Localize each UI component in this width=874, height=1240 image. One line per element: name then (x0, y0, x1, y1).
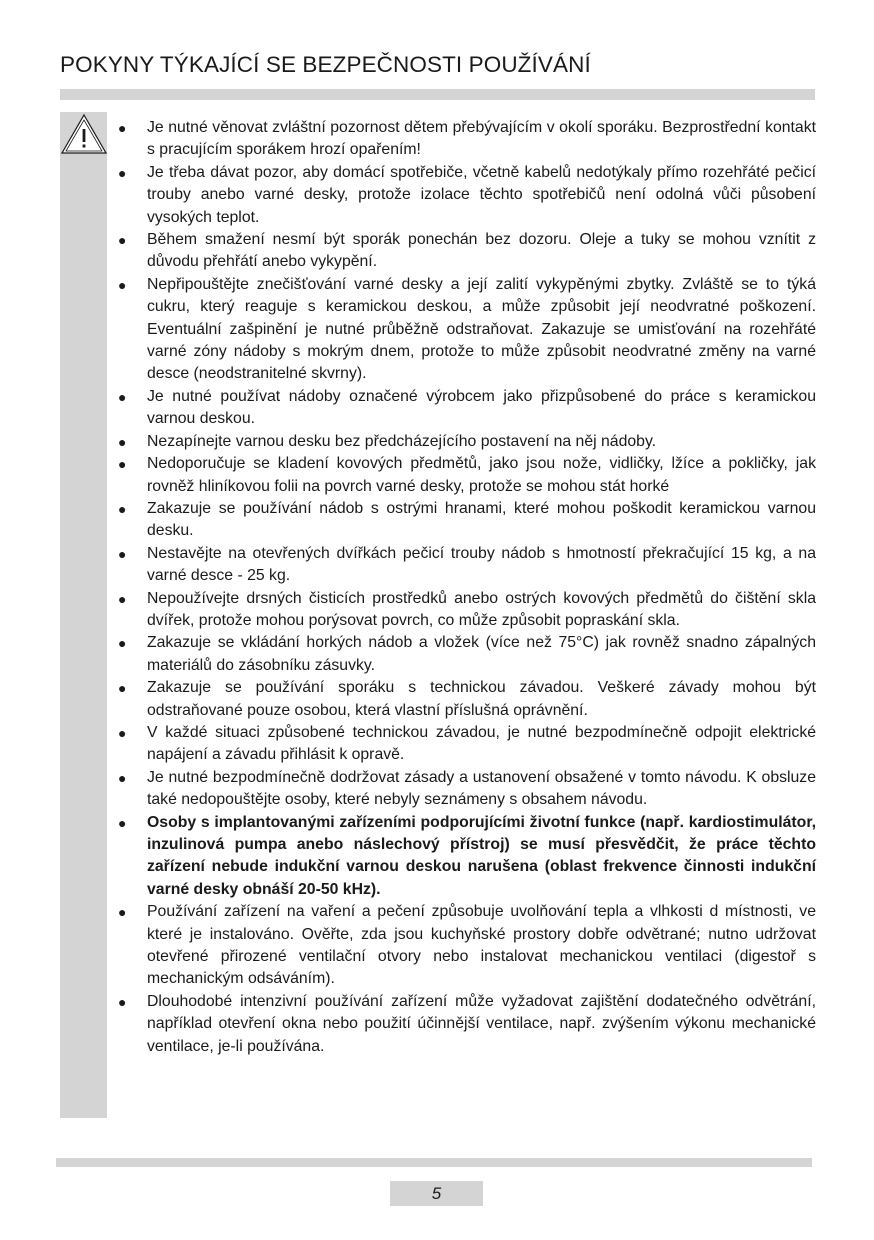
bullet-icon: ● (118, 724, 127, 741)
list-item (115, 162, 816, 229)
bullet-icon: ● (118, 680, 127, 697)
bullet-icon: ● (118, 545, 127, 562)
list-item (115, 767, 816, 812)
bullet-icon: ● (118, 814, 127, 831)
list-item (115, 386, 816, 431)
list-item (115, 722, 816, 767)
bullet-icon: ● (118, 635, 127, 652)
list-item-text: Je nutné věnovat zvláštní pozornost dětem přebývajícím v okolí sporáku. Bezprostřední kontakt s pracujícím sporákem hrozí opařením! (147, 119, 816, 159)
list-item (115, 812, 816, 902)
bullet-icon: ● (118, 276, 127, 293)
bullet-icon: ● (118, 590, 127, 607)
bullet-icon: ● (118, 456, 127, 473)
list-item (115, 632, 816, 677)
bullet-icon: ● (118, 500, 127, 517)
list-item (115, 274, 816, 386)
bullet-icon: ● (118, 993, 127, 1010)
bullet-icon: ● (118, 433, 127, 450)
bullet-icon: ● (118, 769, 127, 786)
side-bar (60, 112, 107, 1118)
bullet-icon: ● (118, 388, 127, 405)
safety-instructions-list (115, 117, 816, 1058)
list-item-text: Nedoporučuje se kladení kovových předmětů, jako jsou nože, vidličky, lžíce a pokličky, jak rovněž hliníkovou folii na povrch varné desky, protože se mohou stát horké (147, 455, 816, 495)
list-item (115, 991, 816, 1058)
list-item-text: Je třeba dávat pozor, aby domácí spotřebiče, včetně kabelů nedotýkaly přímo rozehřáté pečicí trouby anebo varné desky, protože izolace těchto spotřebičů není odolná vůči působení vysokých teplot. (147, 163, 816, 226)
bullet-icon: ● (118, 164, 127, 181)
list-item-text: Nestavějte na otevřených dvířkách pečicí trouby nádob s hmotností překračující 15 kg, a na varné desce - 25 kg. (147, 544, 816, 585)
list-item-text: Nepřipouštějte znečišťování varné desky a její zalití vykypěnými zbytky. Zvláště se to týká cukru, který reaguje s keramickou deskou, a může způsobit její neodvratné poškození. Eventuální zašpinění je nutné průběžně odstraňovat. Zakazuje se umisťování na rozehřáté varné zóny nádoby s mokrým dnem, protože to může způsobit neodvratné změny na varné desce (neodstranitelné skvrny). (147, 275, 816, 383)
list-item-text: Je nutné používat nádoby označené výrobcem jako přizpůsobené do práce s keramickou varnou deskou. (147, 387, 816, 428)
top-divider (60, 89, 815, 100)
bullet-icon: ● (118, 904, 127, 921)
list-item (115, 229, 816, 274)
list-item (115, 117, 816, 162)
list-item-text: Během smažení nesmí být sporák ponechán bez dozoru. Oleje a tuky se mohou vznítit z důvodu přehřátí anebo vykypění. (147, 231, 816, 271)
list-item (115, 453, 816, 498)
list-item-text: Zakazuje se vkládání horkých nádob a vložek (více než 75°C) jak rovněž snadno zápalných materiálů do zásobníku zásuvky. (147, 634, 816, 674)
list-item (115, 677, 816, 722)
list-item-text: Osoby s implantovanými zařízeními podporujícími životní funkce (např. kardiostimulátor, inzulinová pumpa anebo náslechový přístroj) se musí přesvědčit, že práce těchto zařízení nebude indukční varnou deskou narušena (oblast frekvence činnosti indukční varné desky obnáší 20-50 kHz). (147, 813, 816, 898)
bullet-icon: ● (118, 120, 127, 136)
warning-triangle-icon (60, 112, 108, 156)
list-item-text: Používání zařízení na vaření a pečení způsobuje uvolňování tepla a vlhkosti d místnosti, ve které je instalováno. Ověřte, zda jsou kuchyňské prostory dobře odvětrané; nutno udržovat otevřené přirozené ventilační otvory nebo instalovat mechanickou ventilaci (digestoř s mechanickým odsáváním). (147, 903, 816, 988)
bullet-icon: ● (118, 232, 127, 249)
list-item-text: Zakazuje se používání sporáku s technickou závadou. Veškeré závady mohou být odstraňované pouze osobou, která vlastní příslušná oprávnění. (147, 679, 816, 719)
list-item-text: Je nutné bezpodmínečně dodržovat zásady a ustanovení obsažené v tomto návodu. K obsluze také nedopouštějte osoby, které nebyly seznámeny s obsahem návodu. (147, 768, 816, 809)
list-item (115, 543, 816, 588)
list-item-text: Zakazuje se používání nádob s ostrými hranami, které mohou poškodit keramickou varnou desku. (147, 499, 816, 540)
list-item (115, 588, 816, 633)
list-item (115, 498, 816, 543)
bottom-divider (56, 1158, 812, 1167)
list-item-text: Nepoužívejte drsných čisticích prostředků anebo ostrých kovových předmětů do čištění skla dvířek, protože mohou porýsovat povrch, co může způsobit popraskání skla. (147, 589, 816, 629)
list-item (115, 431, 816, 453)
list-item (115, 901, 816, 991)
list-item-text: Nezapínejte varnou desku bez předcházejícího postavení na něj nádoby. (147, 432, 657, 450)
page-title: POKYNY TÝKAJÍCÍ SE BEZPEČNOSTI POUŽÍVÁNÍ (60, 52, 591, 77)
list-item-text: Dlouhodobé intenzivní používání zařízení může vyžadovat zajištění dodatečného odvětrání, například otevření okna nebo použití účinnější ventilace, např. zvýšením výkonu mechanické ventilace, je-li používána. (147, 992, 816, 1055)
list-item-text: V každé situaci způsobené technickou závadou, je nutné bezpodmínečně odpojit elektrické napájení a závadu přihlásit k opravě. (147, 723, 816, 764)
page-number: 5 (390, 1181, 483, 1206)
